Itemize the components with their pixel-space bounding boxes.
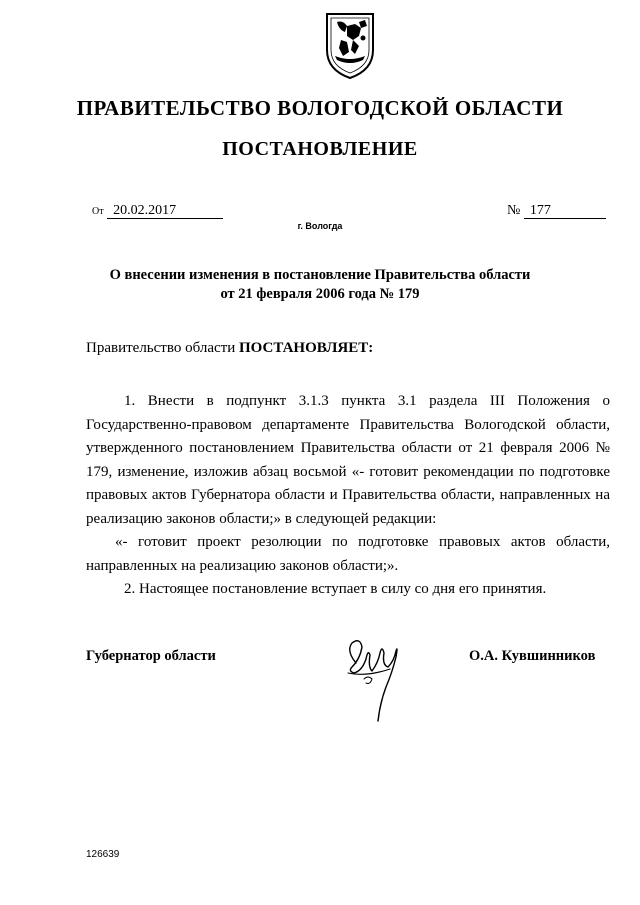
- document-date: [92, 203, 223, 219]
- number-value: 177: [524, 203, 606, 219]
- document-type: ПОСТАНОВЛЕНИЕ: [222, 138, 418, 160]
- city: г. Вологда: [297, 221, 343, 231]
- document-code: 126639: [86, 849, 120, 860]
- signatory-position: Губернатор области: [86, 648, 216, 664]
- paragraph-3: 2. Настоящее постановление вступает в силу со дня его принятия.: [124, 581, 547, 597]
- number-prefix: №: [507, 203, 521, 218]
- handwritten-signature: [336, 633, 408, 725]
- paragraph-1: 1. Внести в подпункт 3.1.3 пункта 3.1 раздела III Положения о Государственно-правовом департаменте Правительства Вологодской области, утвержденного постановлением Правительства области от 21 февраля 2006 № 179, изменение, изложив абзац восьмой «- готовит рекомендации по подготовке правовых актов Губернатора области и Правительства области, направленных на реализацию законов области;» в следующей редакции:: [86, 393, 610, 527]
- date-value: 20.02.2017: [107, 203, 223, 219]
- coat-of-arms-emblem: [325, 10, 375, 80]
- date-prefix: От: [92, 206, 104, 217]
- preamble: [86, 340, 373, 357]
- document-number: [507, 203, 606, 219]
- document-body: [86, 390, 610, 602]
- preamble-bold: ПОСТАНОВЛЯЕТ:: [238, 340, 374, 356]
- subject-line-1: О внесении изменения в постановление Правительства области: [109, 267, 531, 283]
- subject-line-2: от 21 февраля 2006 года № 179: [220, 286, 420, 302]
- signatory-name: О.А. Кувшинников: [469, 648, 596, 664]
- paragraph-2: «- готовит проект резолюции по подготовке правовых актов области, направленных на реализацию законов области;».: [86, 534, 610, 574]
- document-subject: [0, 266, 640, 304]
- preamble-text: Правительство области: [86, 340, 236, 356]
- organization-title: ПРАВИТЕЛЬСТВО ВОЛОГОДСКОЙ ОБЛАСТИ: [76, 96, 564, 120]
